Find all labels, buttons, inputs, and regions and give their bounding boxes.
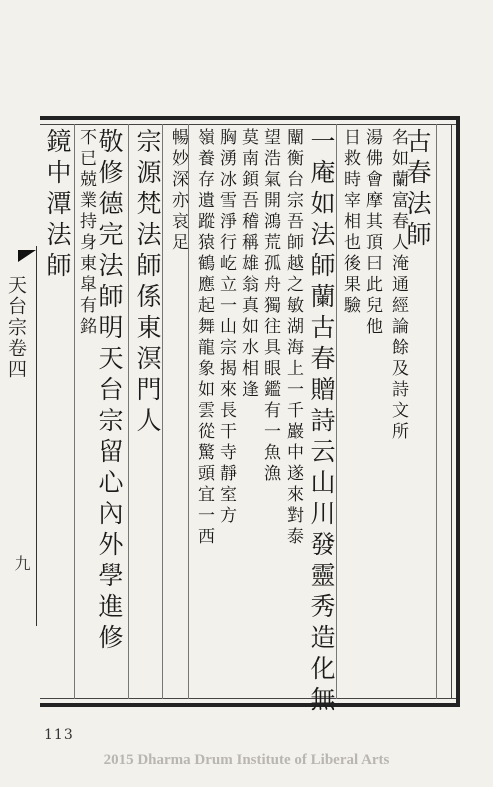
text-column: 名如蘭富春人淹通經論餘及詩文所 [388,128,408,443]
bottom-border [40,703,460,707]
text-column: 鏡中潭法師 [43,128,72,283]
text-column: 胸湧冰雪淨行屹立一山宗揭來長干寺靜室方 [216,128,236,527]
bottom-inner-border [40,698,460,699]
text-column: 莫南顉吾稽稱雄翁真如水相逢 [238,128,258,401]
column-rule [128,124,129,699]
right-inner-border [451,124,452,699]
text-column: 宗源梵法師係東溟門人 [133,128,162,438]
page-number: 113 [44,727,74,743]
text-column: 一庵如法師蘭古春贈詩云山川發靈秀造化無 [307,128,336,717]
column-rule [436,124,437,699]
spine-folio: 九 [12,555,31,571]
text-column: 湯佛會摩其頂曰此兒他 [362,128,382,338]
text-column: 日救時宰相也後果驗 [340,128,360,317]
column-rule [336,124,337,699]
fishtail-mark [18,250,36,262]
column-rule [162,124,163,699]
text-column: 闡衡台宗吾師越之敏湖海上一千巖中遂來對泰 [283,128,303,548]
text-column: 敬修德完法師明天台宗留心內外學進修 [95,128,124,655]
text-column: 暢妙深亦哀足 [168,128,188,254]
text-column: 望浩氣開鴻荒孤舟獨往具眼鑑有一魚漁 [260,128,280,485]
text-column: 嶺養存遺蹤猿鶴應起舞龍象如雲從驚頭宜一西 [194,128,214,548]
right-border [456,116,460,707]
text-column: 古春法師 [403,128,432,252]
text-column: 不已兢業持身東皐有銘 [76,128,96,338]
top-border [40,116,460,120]
watermark: 2015 Dharma Drum Institute of Liberal Arts [103,752,390,768]
column-rule [74,124,75,699]
top-inner-border [40,124,460,125]
column-rule [188,124,189,699]
spine-title: 天台宗卷四 [5,275,27,380]
